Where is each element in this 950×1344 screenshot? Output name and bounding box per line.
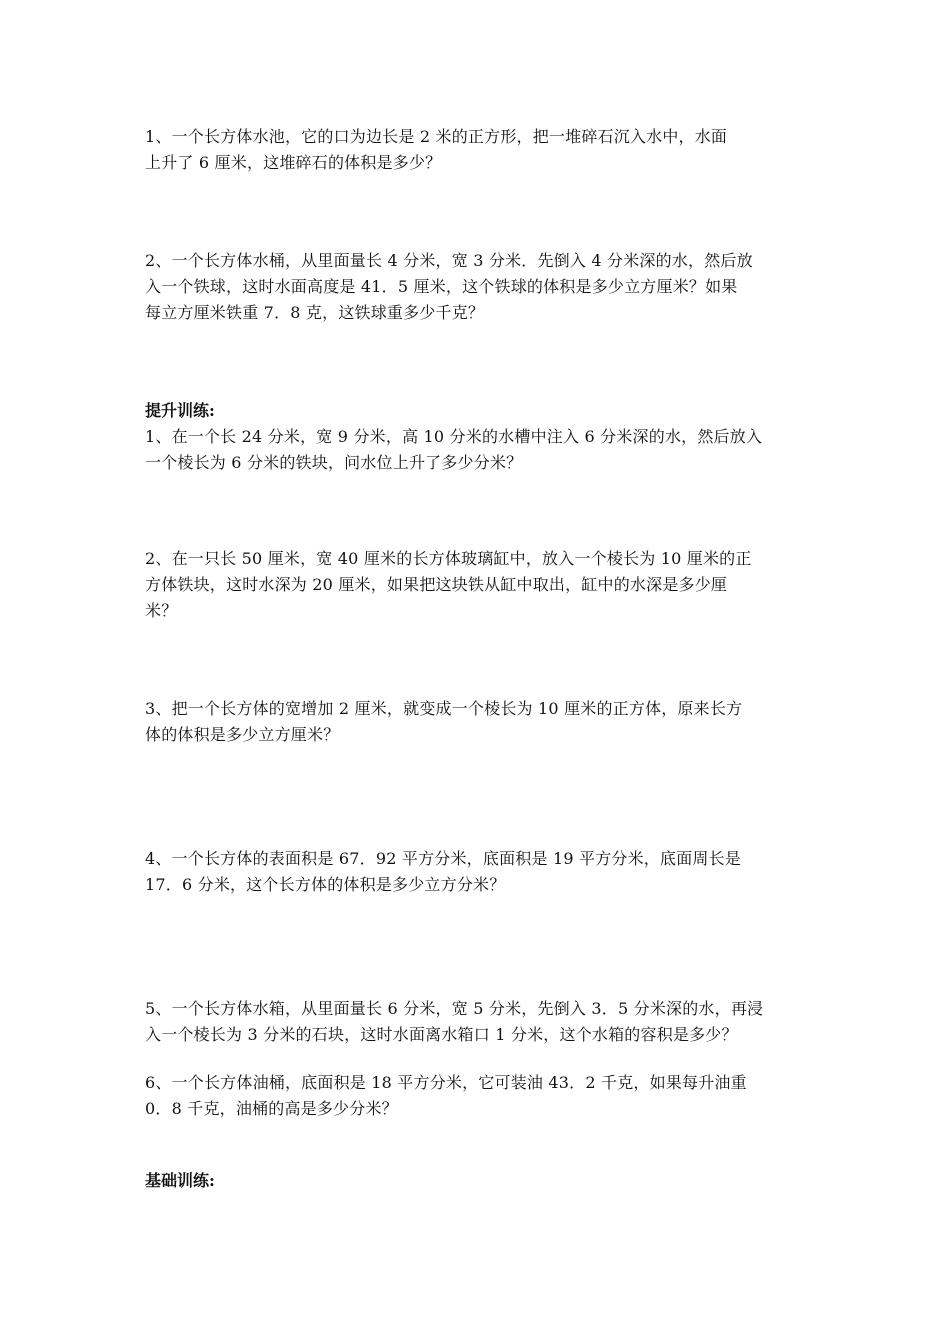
problem-line: 入一个铁球，这时水面高度是 41．5 厘米，这个铁球的体积是多少立方厘米？如果 <box>145 277 738 296</box>
problem-improve-3 <box>145 696 825 748</box>
problem-line: 3、把一个长方体的宽增加 2 厘米，就变成一个棱长为 10 厘米的正方体，原来长方 <box>145 699 743 718</box>
section-heading-basic: 基础训练: <box>145 1171 215 1190</box>
problem-line: 0．8 千克，油桶的高是多少分米？ <box>145 1099 398 1118</box>
problem-top-2 <box>145 248 825 326</box>
problem-line: 一个棱长为 6 分米的铁块，问水位上升了多少分米？ <box>145 453 523 472</box>
problem-line: 方体铁块，这时水深为 20 厘米，如果把这块铁从缸中取出，缸中的水深是多少厘 <box>145 575 728 594</box>
problem-line: 体的体积是多少立方厘米？ <box>145 725 340 744</box>
problem-line: 2、在一只长 50 厘米，宽 40 厘米的长方体玻璃缸中，放入一个棱长为 10 厘米的正 <box>145 549 752 568</box>
problem-improve-2 <box>145 546 825 624</box>
problem-improve-6 <box>145 1070 825 1122</box>
problem-line: 1、一个长方体水池，它的口为边长是 2 米的正方形，把一堆碎石沉入水中，水面 <box>145 127 728 146</box>
problem-improve-1 <box>145 424 825 476</box>
section-heading-improve: 提升训练: <box>145 401 215 420</box>
problem-line: 4、一个长方体的表面积是 67．92 平方分米，底面积是 19 平方分米，底面周长是 <box>145 849 742 868</box>
problem-line: 入一个棱长为 3 分米的石块，这时水面离水箱口 1 分米，这个水箱的容积是多少？ <box>145 1025 738 1044</box>
problem-line: 5、一个长方体水箱，从里面量长 6 分米，宽 5 分米，先倒入 3．5 分米深的水，再浸 <box>145 999 764 1018</box>
problem-line: 2、一个长方体水桶，从里面量长 4 分米，宽 3 分米．先倒入 4 分米深的水，然后放 <box>145 251 753 270</box>
problem-line: 1、在一个长 24 分米，宽 9 分米，高 10 分米的水槽中注入 6 分米深的水，然后放入 <box>145 427 763 446</box>
problem-line: 米？ <box>145 601 178 620</box>
problem-top-1 <box>145 124 825 176</box>
problem-improve-5 <box>145 996 825 1048</box>
problem-line: 上升了 6 厘米，这堆碎石的体积是多少？ <box>145 153 442 172</box>
problem-improve-4 <box>145 846 825 898</box>
problem-line: 17．6 分米，这个长方体的体积是多少立方分米？ <box>145 875 506 894</box>
problem-line: 每立方厘米铁重 7．8 克，这铁球重多少千克？ <box>145 303 485 322</box>
problem-line: 6、一个长方体油桶，底面积是 18 平方分米，它可装油 43．2 千克，如果每升油重 <box>145 1073 747 1092</box>
